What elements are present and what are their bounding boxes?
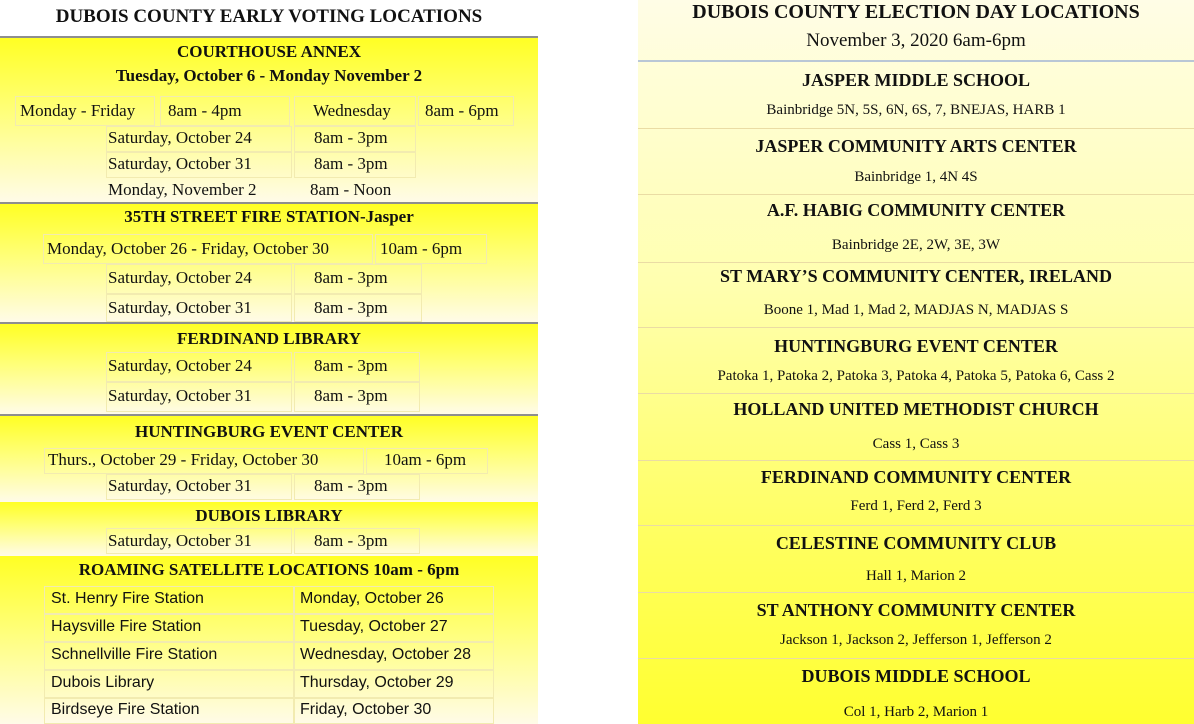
satellite-place: Schnellville Fire Station [51,646,218,663]
row-divider [638,393,1194,394]
header-divider [638,60,1194,62]
range-hours: 10am - 6pm [380,239,463,258]
precinct-list: Bainbridge 1, 4N 4S [854,169,978,185]
election-day-panel [638,0,1194,724]
wednesday-hours: 8am - 6pm [425,101,499,120]
satellite-date: Monday, October 26 [300,590,444,607]
precinct-list: Bainbridge 2E, 2W, 3E, 3W [831,237,1001,253]
row-divider [638,460,1194,461]
location-name: HUNTINGBURG EVENT CENTER [135,422,403,441]
schedule-hours: 8am - Noon [310,180,392,199]
location-name: FERDINAND LIBRARY [176,329,362,348]
location-name: HUNTINGBURG EVENT CENTER [774,336,1058,356]
location-name: JASPER COMMUNITY ARTS CENTER [755,136,1077,156]
schedule-hours: 8am - 3pm [314,128,388,147]
location-name: DUBOIS MIDDLE SCHOOL [801,666,1031,686]
satellite-date: Tuesday, October 27 [300,618,448,635]
election-day-title: DUBOIS COUNTY ELECTION DAY LOCATIONS [692,1,1140,23]
schedule-day: Saturday, October 24 [108,268,252,287]
satellite-place: Dubois Library [51,674,155,691]
precinct-list: Cass 1, Cass 3 [872,436,960,452]
date-range: Monday, October 26 - Friday, October 30 [47,239,330,258]
row-divider [638,592,1194,593]
ferdinand-library-section [0,322,538,414]
schedule-hours: 8am - 3pm [314,531,388,550]
schedule-day: Saturday, October 24 [108,356,252,375]
range-hours: 10am - 6pm [384,450,467,469]
schedule-hours: 8am - 3pm [314,154,388,173]
location-name: ROAMING SATELLITE LOCATIONS 10am - 6pm [78,560,460,579]
location-name: CELESTINE COMMUNITY CLUB [775,533,1057,553]
wednesday-label: Wednesday [313,101,391,120]
election-date: November 3, 2020 6am-6pm [806,30,1026,51]
row-divider [638,128,1194,129]
schedule-hours: 8am - 3pm [314,356,388,375]
schedule-day: Saturday, October 31 [108,298,252,317]
precinct-list: Patoka 1, Patoka 2, Patoka 3, Patoka 4, Patoka 5, Patoka 6, Cass 2 [717,368,1115,384]
location-name: COURTHOUSE ANNEX [176,42,362,61]
schedule-day: Saturday, October 31 [108,154,252,173]
precinct-list: Boone 1, Mad 1, Mad 2, MADJAS N, MADJAS S [763,302,1069,318]
row-divider [638,658,1194,659]
early-voting-panel [0,0,538,724]
huntingburg-event-center-section [0,414,538,502]
satellite-place: St. Henry Fire Station [51,590,204,607]
schedule-hours: 8am - 3pm [314,386,388,405]
satellite-place: Haysville Fire Station [51,618,202,635]
precinct-list: Jackson 1, Jackson 2, Jefferson 1, Jefferson 2 [780,632,1052,648]
location-name: JASPER MIDDLE SCHOOL [801,70,1031,90]
date-range: Tuesday, October 6 - Monday November 2 [115,66,423,85]
schedule-hours: 8am - 3pm [314,268,388,287]
row-divider [638,525,1194,526]
schedule-day: Saturday, October 31 [108,531,252,550]
satellite-place: Birdseye Fire Station [51,701,200,718]
row-divider [638,262,1194,263]
schedule-day: Saturday, October 31 [108,386,252,405]
early-voting-title: DUBOIS COUNTY EARLY VOTING LOCATIONS [0,0,538,36]
date-range: Thurs., October 29 - Friday, October 30 [48,450,319,469]
precinct-list: Col 1, Harb 2, Marion 1 [843,704,989,720]
fire-station-35th-section [0,202,538,322]
location-name: FERDINAND COMMUNITY CENTER [760,467,1072,487]
location-name: ST MARY’S COMMUNITY CENTER, IRELAND [720,266,1112,286]
schedule-hours: 8am - 3pm [314,476,388,495]
schedule-day: Saturday, October 31 [108,476,252,495]
location-name: ST ANTHONY COMMUNITY CENTER [756,600,1076,620]
roaming-satellite-section [0,556,538,724]
satellite-date: Friday, October 30 [300,701,432,718]
location-name: A.F. HABIG COMMUNITY CENTER [766,200,1066,220]
satellite-date: Wednesday, October 28 [300,646,472,663]
precinct-list: Hall 1, Marion 2 [866,568,966,584]
precinct-list: Ferd 1, Ferd 2, Ferd 3 [850,498,982,514]
schedule-day: Monday, November 2 [108,180,257,199]
dubois-library-section [0,502,538,556]
courthouse-annex-section [0,36,538,202]
satellite-date: Thursday, October 29 [300,674,454,691]
precinct-list: Bainbridge 5N, 5S, 6N, 6S, 7, BNEJAS, HARB 1 [766,102,1066,118]
schedule-day: Saturday, October 24 [108,128,252,147]
location-name: DUBOIS LIBRARY [195,506,343,525]
weekday-label: Monday - Friday [20,101,136,120]
schedule-hours: 8am - 3pm [314,298,388,317]
weekday-hours: 8am - 4pm [168,101,242,120]
row-divider [638,194,1194,195]
location-name: HOLLAND UNITED METHODIST CHURCH [733,399,1099,419]
row-divider [638,327,1194,328]
location-name: 35TH STREET FIRE STATION-Jasper [124,207,414,226]
